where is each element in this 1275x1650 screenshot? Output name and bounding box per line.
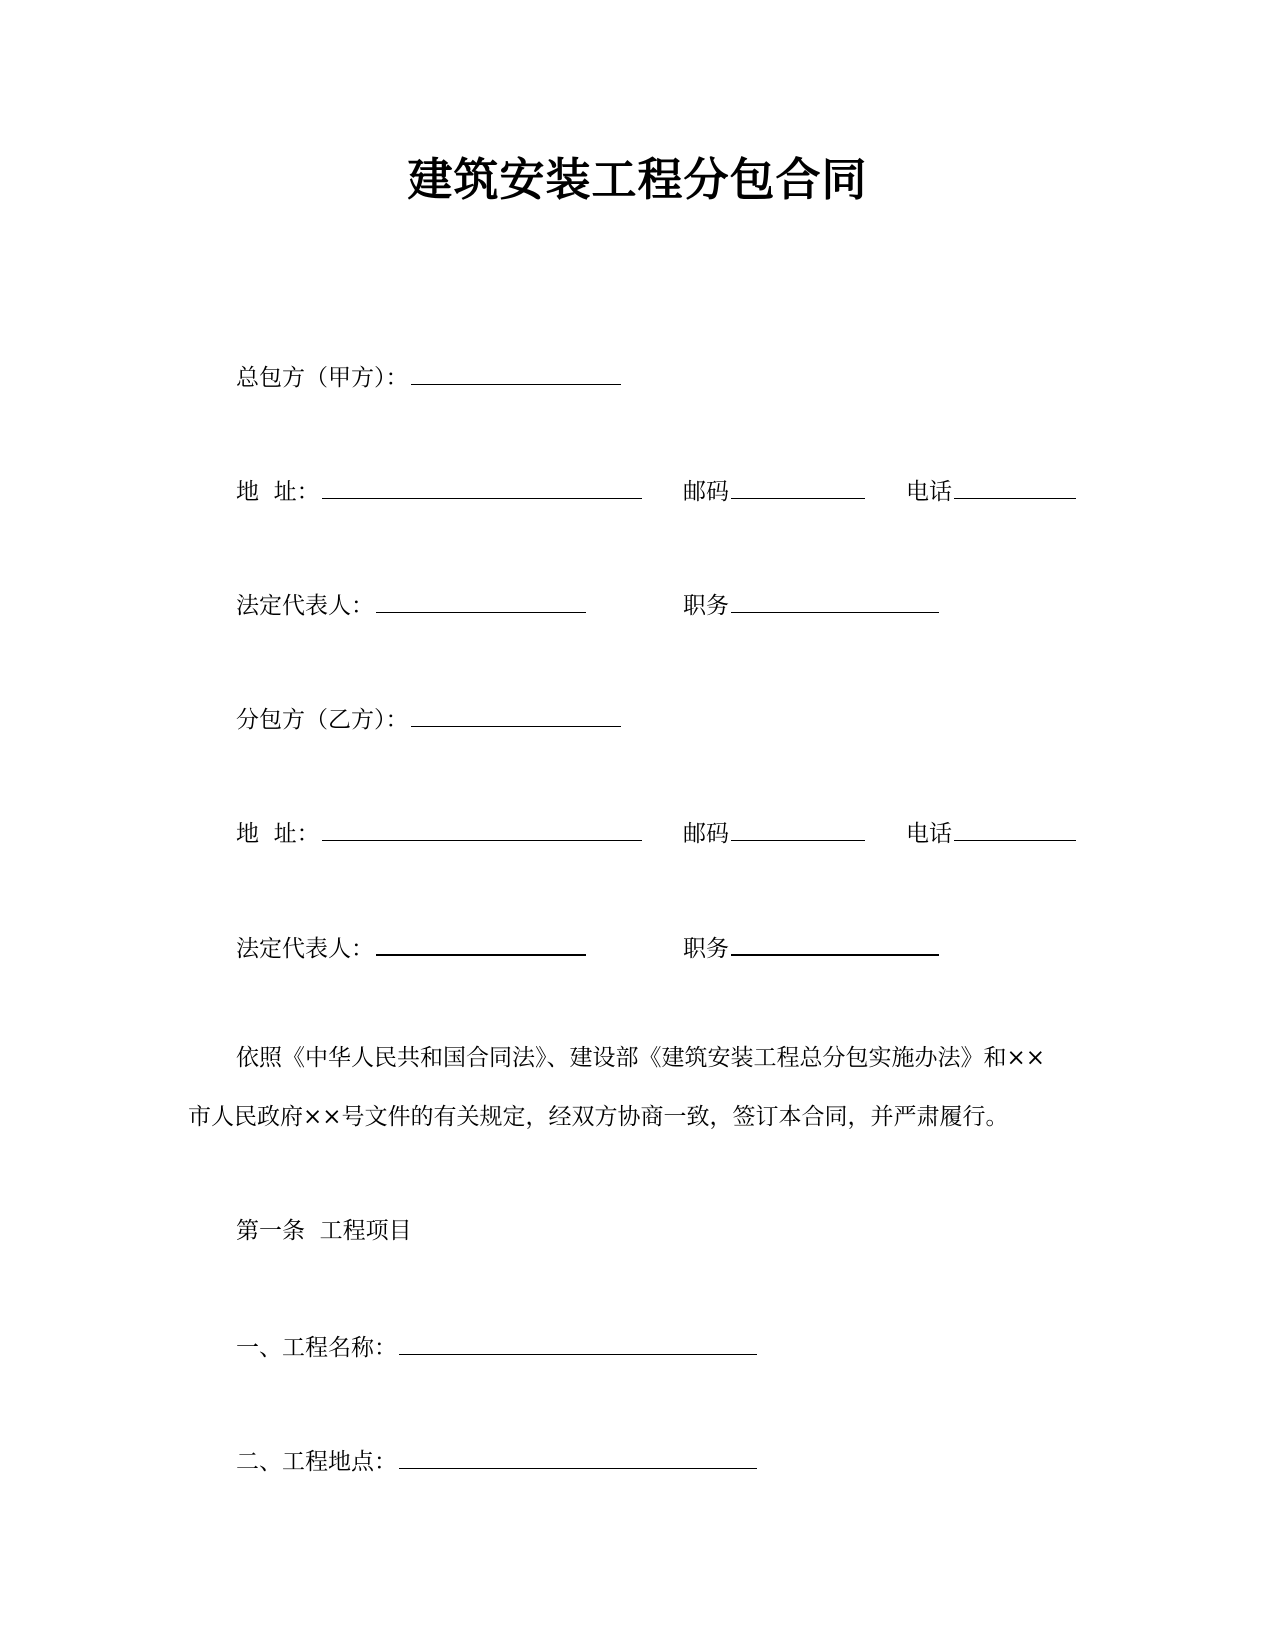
preamble-line-2: 市人民政府××号文件的有关规定，经双方协商一致，签订本合同，并严肃履行。 xyxy=(188,1104,1009,1130)
party-b-row xyxy=(236,702,621,735)
party-a-postcode-group xyxy=(683,474,865,507)
party-a-label: 总包方（甲方）： xyxy=(236,365,409,391)
party-b-rep-label: 法定代表人： xyxy=(236,936,374,962)
party-b-position-label: 职务 xyxy=(683,936,729,962)
party-b-rep-row xyxy=(236,930,586,964)
party-a-rep-label: 法定代表人： xyxy=(236,593,374,619)
party-a-phone-label: 电话 xyxy=(906,479,952,505)
party-b-position-group xyxy=(683,930,939,964)
party-b-phone-label: 电话 xyxy=(906,821,952,847)
party-b-rep-blank[interactable] xyxy=(376,930,586,956)
article-1-heading: 第一条 工程项目 xyxy=(236,1218,412,1244)
party-b-position-blank[interactable] xyxy=(731,930,939,956)
document-title: 建筑安装工程分包合同 xyxy=(407,153,868,206)
party-b-postcode-label: 邮码 xyxy=(683,821,729,847)
party-b-address-label: 地 址： xyxy=(236,821,320,847)
party-a-postcode-label: 邮码 xyxy=(683,479,729,505)
party-b-postcode-group xyxy=(683,816,865,849)
party-b-address-blank[interactable] xyxy=(322,816,642,841)
party-b-label: 分包方（乙方）： xyxy=(236,707,409,733)
party-a-address-row xyxy=(236,474,642,507)
party-a-postcode-blank[interactable] xyxy=(731,474,865,499)
party-a-blank[interactable] xyxy=(411,360,621,385)
party-b-postcode-blank[interactable] xyxy=(731,816,865,841)
party-a-row xyxy=(236,360,621,393)
party-a-phone-group xyxy=(906,474,1076,507)
party-a-phone-blank[interactable] xyxy=(954,474,1076,499)
party-b-blank[interactable] xyxy=(411,702,621,727)
preamble-line-1: 依照《中华人民共和国合同法》、建设部《建筑安装工程总分包实施办法》和×× xyxy=(236,1045,1046,1071)
party-a-address-blank[interactable] xyxy=(322,474,642,499)
party-a-position-label: 职务 xyxy=(683,593,729,619)
project-name-label: 一、工程名称： xyxy=(236,1335,397,1361)
party-a-position-group xyxy=(683,588,939,621)
project-name-blank[interactable] xyxy=(399,1330,757,1355)
party-a-rep-blank[interactable] xyxy=(376,588,586,613)
project-location-blank[interactable] xyxy=(399,1444,757,1469)
party-a-position-blank[interactable] xyxy=(731,588,939,613)
party-a-address-label: 地 址： xyxy=(236,479,320,505)
party-a-rep-row xyxy=(236,588,586,621)
project-name-row xyxy=(236,1330,757,1363)
party-b-phone-group xyxy=(906,816,1076,849)
party-b-phone-blank[interactable] xyxy=(954,816,1076,841)
party-b-address-row xyxy=(236,816,642,849)
project-location-row xyxy=(236,1444,757,1477)
project-location-label: 二、工程地点： xyxy=(236,1449,397,1475)
